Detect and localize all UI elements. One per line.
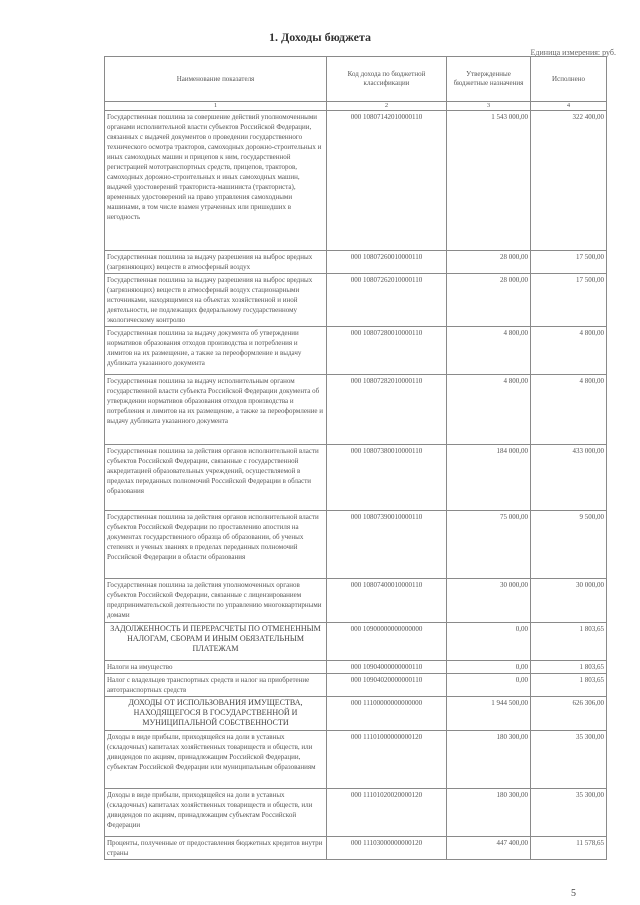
table-row — [105, 674, 607, 697]
row-code-cell: 000 11100000000000000 — [327, 697, 447, 731]
row-executed-cell: 17 500,00 — [531, 274, 607, 327]
row-executed-cell: 1 803,65 — [531, 661, 607, 674]
table-row — [105, 375, 607, 445]
row-executed-cell: 35 300,00 — [531, 731, 607, 789]
row-approved-cell: 447 400,00 — [447, 837, 531, 860]
row-code-cell: 000 10807400010000110 — [327, 579, 447, 623]
row-code-cell: 000 10807282010000110 — [327, 375, 447, 445]
row-approved-cell: 180 300,00 — [447, 731, 531, 789]
table-row — [105, 327, 607, 375]
table-row — [105, 579, 607, 623]
row-executed-cell: 1 803,65 — [531, 674, 607, 697]
unit-label: Единица измерения: руб. — [530, 48, 616, 57]
table-row — [105, 251, 607, 274]
row-code-cell: 000 10807280010000110 — [327, 327, 447, 375]
row-name-cell: Государственная пошлина за выдачу разрешения на выброс вредных (загрязняющих) веществ в атмосферный воздух — [105, 251, 327, 274]
row-executed-cell: 626 306,00 — [531, 697, 607, 731]
row-approved-cell: 0,00 — [447, 623, 531, 661]
column-index-row — [105, 102, 607, 111]
row-approved-cell: 4 800,00 — [447, 327, 531, 375]
row-code-cell: 000 11101000000000120 — [327, 731, 447, 789]
header-name: Наименование показателя — [105, 57, 327, 102]
row-approved-cell: 28 000,00 — [447, 274, 531, 327]
row-name-cell: Государственная пошлина за действия уполномоченных органов субъектов Российской Федерации, связанные с лицензированием предпринимательской деятельности по управлению многоквартирными домами — [105, 579, 327, 623]
table-row — [105, 445, 607, 511]
table-row — [105, 511, 607, 579]
row-executed-cell: 30 000,00 — [531, 579, 607, 623]
page-title: 1. Доходы бюджета — [268, 30, 372, 44]
row-code-cell: 000 10807380010000110 — [327, 445, 447, 511]
row-executed-cell: 4 800,00 — [531, 375, 607, 445]
row-code-cell: 000 11101020020000120 — [327, 789, 447, 837]
col-index: 3 — [447, 102, 531, 111]
row-name-cell: Государственная пошлина за выдачу разрешения на выброс вредных (загрязняющих) веществ в атмосферный воздух стационарными источниками, находящимися на объектах хозяйственной и иной деятельности, не подлежащих федеральному государственному экологическому контролю — [105, 274, 327, 327]
row-approved-cell: 1 543 000,00 — [447, 111, 531, 251]
header-code: Код дохода по бюджетной классификации — [327, 57, 447, 102]
table-row — [105, 661, 607, 674]
row-name-cell: Доходы в виде прибыли, приходящейся на доли в уставных (складочных) капиталах хозяйственных товариществ и обществ, или дивидендов по акциям, принадлежащим Российской Федерации, субъектам Российской Федерации или муниципальным образованиям — [105, 731, 327, 789]
row-approved-cell: 1 944 500,00 — [447, 697, 531, 731]
row-name-cell: Государственная пошлина за действия органов исполнительной власти субъектов Российской Федерации по проставлению апостиля на документах государственного образца об образовании, об ученых степенях и ученых званиях в пределах переданных полномочий Российской Федерации в области образования — [105, 511, 327, 579]
row-approved-cell: 4 800,00 — [447, 375, 531, 445]
col-index: 1 — [105, 102, 327, 111]
table-row — [105, 837, 607, 860]
row-approved-cell: 180 300,00 — [447, 789, 531, 837]
row-code-cell: 000 10807390010000110 — [327, 511, 447, 579]
row-name-cell: Государственная пошлина за действия органов исполнительной власти субъектов Российской Федерации, связанные с государственной аккредитацией образовательных учреждений, осуществляемой в пределах переданных полномочий Российской Федерации в области образования — [105, 445, 327, 511]
row-code-cell: 000 10904000000000110 — [327, 661, 447, 674]
header-approved: Утвержденные бюджетные назначения — [447, 57, 531, 102]
row-code-cell: 000 10807260010000110 — [327, 251, 447, 274]
row-executed-cell: 322 400,00 — [531, 111, 607, 251]
row-executed-cell: 1 803,65 — [531, 623, 607, 661]
table-row — [105, 623, 607, 661]
table-body — [105, 111, 607, 860]
row-code-cell: 000 10807142010000110 — [327, 111, 447, 251]
row-approved-cell: 0,00 — [447, 674, 531, 697]
table-header-row — [105, 57, 607, 102]
row-executed-cell: 35 300,00 — [531, 789, 607, 837]
row-name-cell: ЗАДОЛЖЕННОСТЬ И ПЕРЕРАСЧЕТЫ ПО ОТМЕНЕННЫМ НАЛОГАМ, СБОРАМ И ИНЫМ ОБЯЗАТЕЛЬНЫМ ПЛАТЕЖАМ — [105, 623, 327, 661]
col-index: 2 — [327, 102, 447, 111]
row-approved-cell: 28 000,00 — [447, 251, 531, 274]
header-executed: Исполнено — [531, 57, 607, 102]
table-row — [105, 697, 607, 731]
row-executed-cell: 433 000,00 — [531, 445, 607, 511]
row-code-cell: 000 10900000000000000 — [327, 623, 447, 661]
row-name-cell: Доходы в виде прибыли, приходящейся на доли в уставных (складочных) капиталах хозяйственных товариществ и обществ, или дивидендов по акциям, принадлежащим субъектам Российской Федерации — [105, 789, 327, 837]
row-name-cell: Государственная пошлина за совершение действий уполномоченными органами исполнительной власти субъектов Российской Федерации, связанных с выдачей документов о проведении государственного технического осмотра тракторов, самоходных дорожно-строительных и иных самоходных машин и прицепов к ним, государственной регистрацией мототранспортных средств, прицепов, тракторов, самоходных дорожно-строительных и иных самоходных машин, выдачей удостоверений тракториста-машиниста (тракториста), временных удостоверений на право управления самоходными машинами, в том числе взамен утраченных или пришедших в негодность — [105, 111, 327, 251]
table-row — [105, 789, 607, 837]
table-row — [105, 274, 607, 327]
income-table — [104, 56, 607, 860]
row-name-cell: Налоги на имущество — [105, 661, 327, 674]
row-approved-cell: 0,00 — [447, 661, 531, 674]
row-code-cell: 000 11103000000000120 — [327, 837, 447, 860]
row-code-cell: 000 10807262010000110 — [327, 274, 447, 327]
row-executed-cell: 4 800,00 — [531, 327, 607, 375]
row-approved-cell: 184 000,00 — [447, 445, 531, 511]
table-row — [105, 731, 607, 789]
row-name-cell: ДОХОДЫ ОТ ИСПОЛЬЗОВАНИЯ ИМУЩЕСТВА, НАХОДЯЩЕГОСЯ В ГОСУДАРСТВЕННОЙ И МУНИЦИПАЛЬНОЙ СОБСТВЕННОСТИ — [105, 697, 327, 731]
row-name-cell: Государственная пошлина за выдачу исполнительным органом государственной власти субъекта Российской Федерации документа об утверждении нормативов образования отходов производства и потребления и лимитов на их размещение, а также за переоформление и выдачу дубликата указанного документа — [105, 375, 327, 445]
row-name-cell: Проценты, полученные от предоставления бюджетных кредитов внутри страны — [105, 837, 327, 860]
row-name-cell: Налог с владельцев транспортных средств и налог на приобретение автотранспортных средств — [105, 674, 327, 697]
col-index: 4 — [531, 102, 607, 111]
row-executed-cell: 9 500,00 — [531, 511, 607, 579]
table-row — [105, 111, 607, 251]
row-name-cell: Государственная пошлина за выдачу документа об утверждении нормативов образования отходов производства и потребления и лимитов на их размещение, а также за переоформление и выдачу дубликата указанного документа — [105, 327, 327, 375]
row-code-cell: 000 10904020000000110 — [327, 674, 447, 697]
row-executed-cell: 17 500,00 — [531, 251, 607, 274]
row-approved-cell: 30 000,00 — [447, 579, 531, 623]
row-approved-cell: 75 000,00 — [447, 511, 531, 579]
page-number: 5 — [571, 888, 576, 899]
row-executed-cell: 11 578,65 — [531, 837, 607, 860]
